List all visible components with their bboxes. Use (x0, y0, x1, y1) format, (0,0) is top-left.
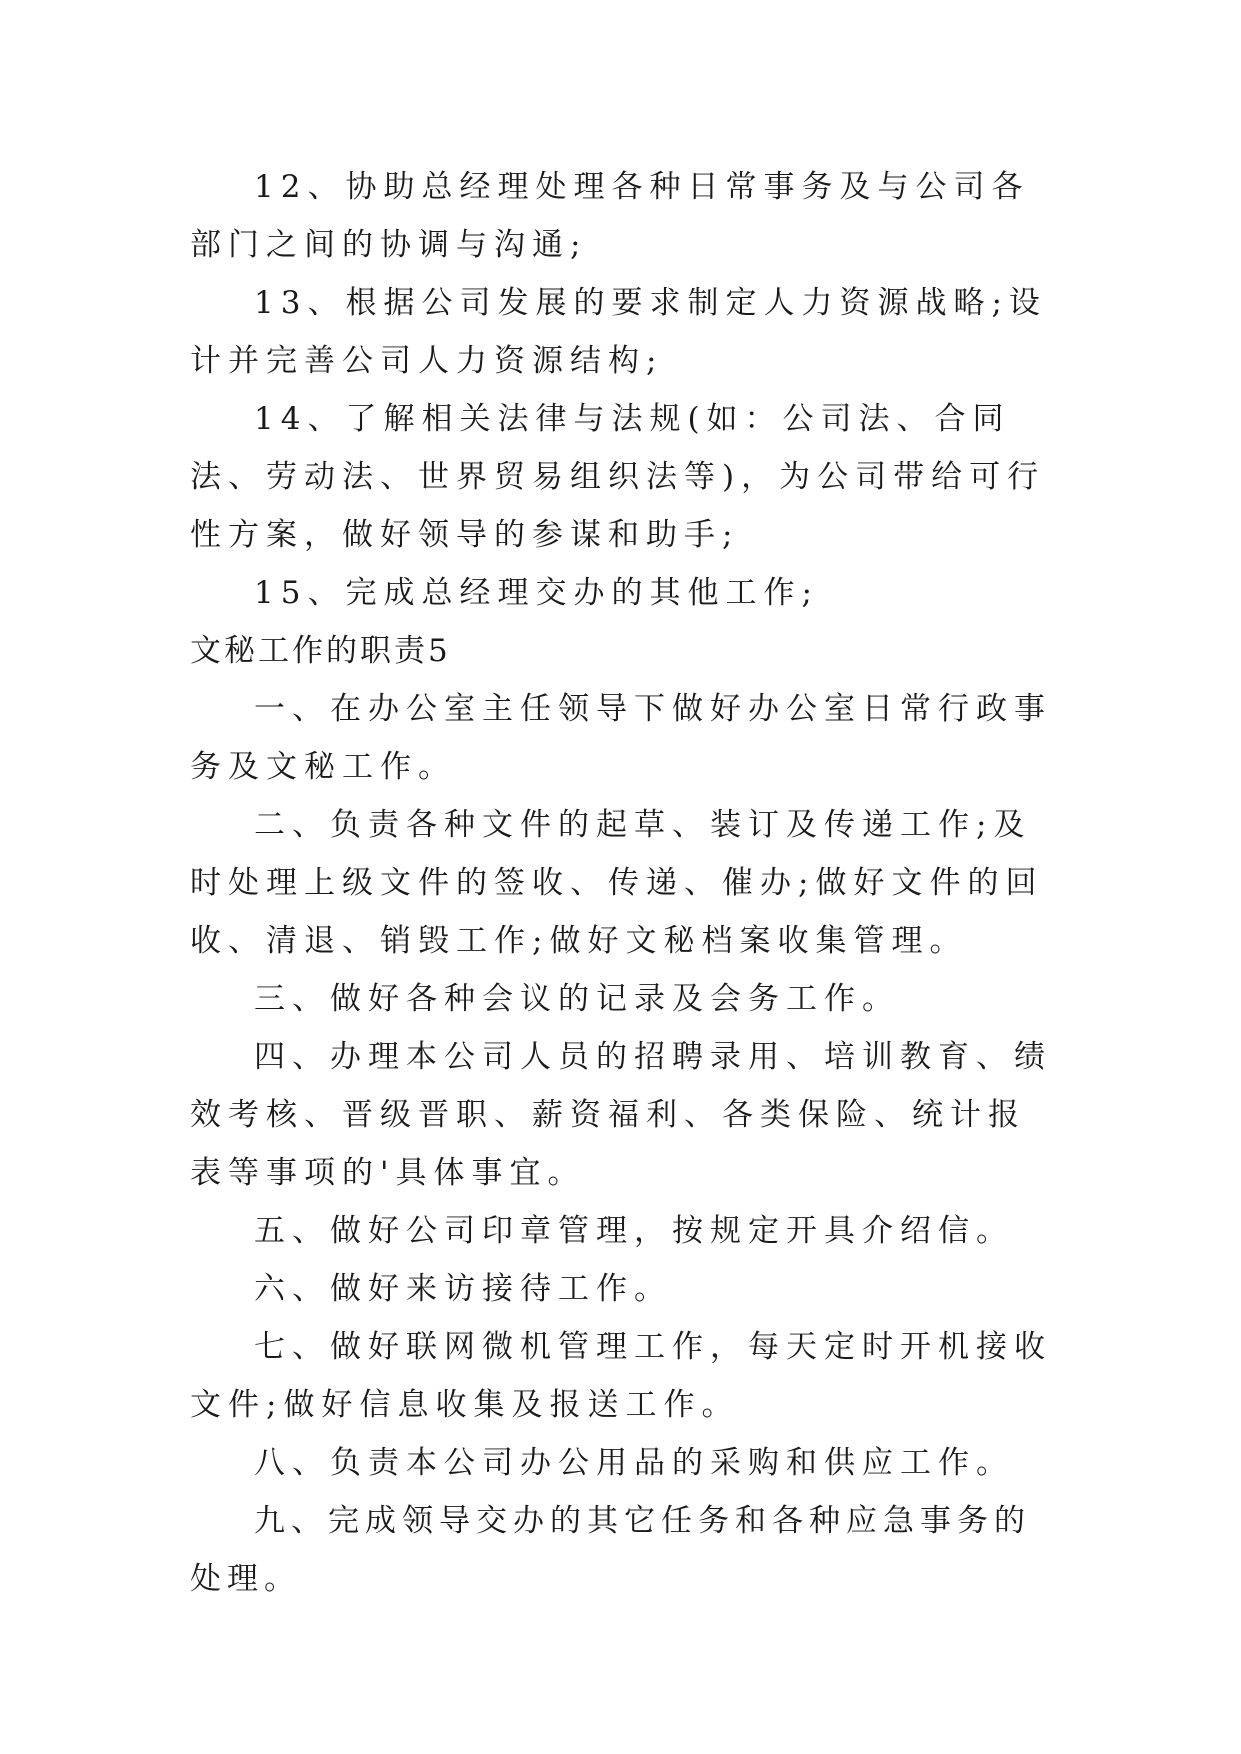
paragraph-12: 12、协助总经理处理各种日常事务及与公司各部门之间的协调与沟通; (190, 169, 1030, 263)
duty-item-1: 一、在办公室主任领导下做好办公室日常行政事务及文秘工作。 (190, 691, 1052, 785)
duty-item-6: 六、做好来访接待工作。 (254, 1271, 672, 1307)
duty-item-3: 三、做好各种会议的记录及会务工作。 (254, 981, 900, 1017)
duty-item-5: 五、做好公司印章管理，按规定开具介绍信。 (254, 1213, 1014, 1249)
duty-item-8: 八、负责本公司办公用品的采购和供应工作。 (254, 1445, 1014, 1481)
duty-item-9: 九、完成领导交办的其它任务和各种应急事务的处理。 (190, 1503, 1031, 1597)
document-body (190, 158, 1060, 1608)
duty-item-4: 四、办理本公司人员的招聘录用、培训教育、绩效考核、晋级晋职、薪资福利、各类保险、统计报表等事项的'具体事宜。 (190, 1039, 1052, 1191)
paragraph-13: 13、根据公司发展的要求制定人力资源战略;设计并完善公司人力资源结构; (190, 285, 1047, 379)
duty-item-2: 二、负责各种文件的起草、装订及传递工作;及时处理上级文件的签收、传递、催办;做好文件的回收、清退、销毁工作;做好文秘档案收集管理。 (190, 807, 1044, 959)
section-heading: 文秘工作的职责5 (190, 633, 451, 669)
duty-item-7: 七、做好联网微机管理工作，每天定时开机接收文件;做好信息收集及报送工作。 (190, 1329, 1052, 1423)
paragraph-14: 14、了解相关法律与法规(如：公司法、合同法、劳动法、世界贸易组织法等)，为公司带给可行性方案，做好领导的参谋和助手; (190, 401, 1046, 553)
paragraph-15: 15、完成总经理交办的其他工作; (254, 575, 819, 611)
